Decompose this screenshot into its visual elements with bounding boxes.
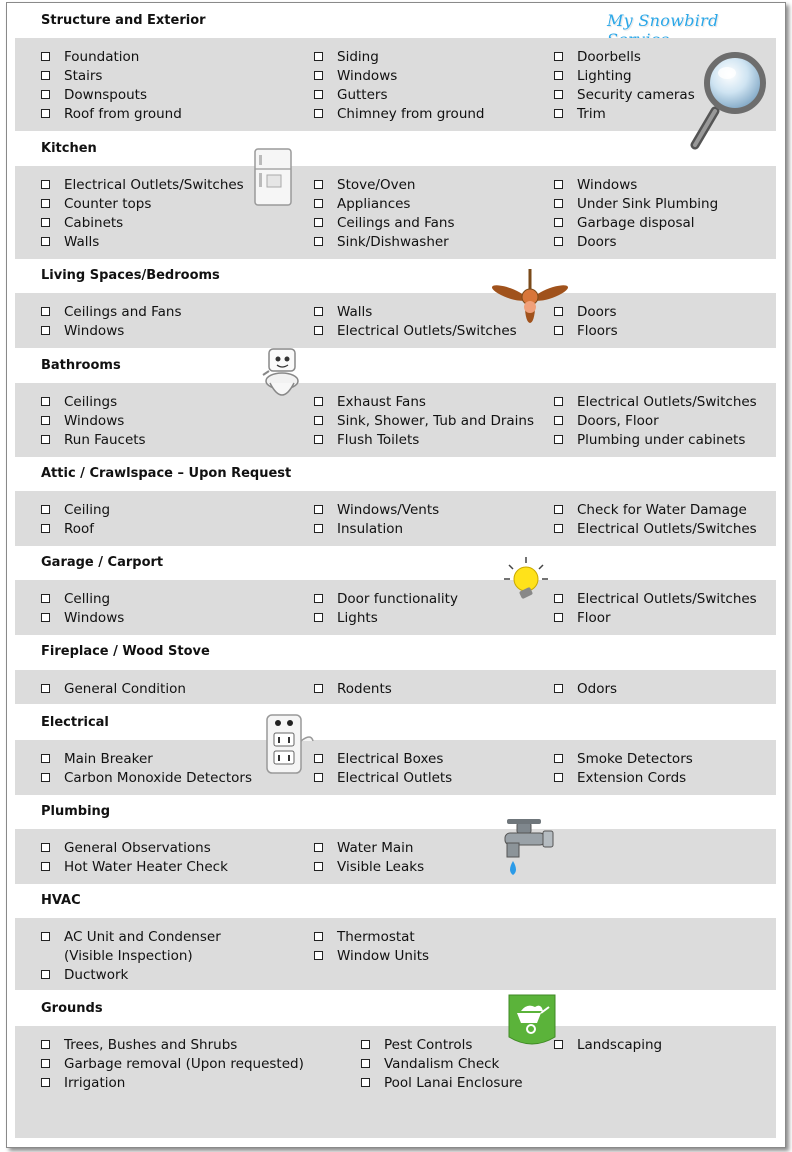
- checkbox[interactable]: [41, 613, 50, 622]
- checklist-item-label: Electrical Outlets/Switches: [337, 323, 517, 339]
- checkbox[interactable]: [41, 416, 50, 425]
- checklist-item-label: Pest Controls: [384, 1037, 473, 1053]
- checkbox[interactable]: [41, 180, 50, 189]
- checkbox[interactable]: [361, 1059, 370, 1068]
- checklist-item-label: Insulation: [337, 521, 404, 537]
- checklist-item-label: Door functionality: [337, 591, 458, 607]
- checkbox[interactable]: [554, 416, 563, 425]
- checklist-item-label: Trim: [577, 106, 606, 122]
- checkbox[interactable]: [41, 218, 50, 227]
- checklist-item-label: Garbage disposal: [577, 215, 695, 231]
- checkbox[interactable]: [41, 307, 50, 316]
- checkbox[interactable]: [314, 684, 323, 693]
- checklist-item-label: Doors, Floor: [577, 413, 659, 429]
- checkbox[interactable]: [41, 970, 50, 979]
- checkbox[interactable]: [554, 435, 563, 444]
- checkbox[interactable]: [554, 684, 563, 693]
- checklist-item-label: General Observations: [64, 840, 211, 856]
- checklist-item-label: Vandalism Check: [384, 1056, 500, 1072]
- checklist-item-label: Floor: [577, 610, 611, 626]
- checklist-item-label: Windows: [337, 68, 398, 84]
- checklist-item-label: Celling: [64, 591, 111, 607]
- checkbox[interactable]: [314, 237, 323, 246]
- section-title: Plumbing: [41, 804, 111, 819]
- checkbox[interactable]: [554, 90, 563, 99]
- checklist-item-label: Flush Toilets: [337, 432, 420, 448]
- toilet-icon: [259, 347, 305, 407]
- checkbox[interactable]: [41, 524, 50, 533]
- refrigerator-icon: [249, 147, 297, 207]
- checklist-item-label: Walls: [64, 234, 100, 250]
- checklist-item-label: Electrical Outlets/Switches: [577, 591, 757, 607]
- checkbox[interactable]: [314, 613, 323, 622]
- ceiling-fan-icon: [491, 267, 569, 337]
- checkbox[interactable]: [41, 435, 50, 444]
- checklist-item-label: Windows: [64, 610, 125, 626]
- checkbox[interactable]: [314, 71, 323, 80]
- checklist-item-label: Doors: [577, 234, 617, 250]
- checklist-item-label: Rodents: [337, 681, 392, 697]
- lightbulb-icon: [501, 555, 551, 605]
- checkbox[interactable]: [41, 109, 50, 118]
- checklist-item-label: Appliances: [337, 196, 411, 212]
- checklist-item-label: Downspouts: [64, 87, 147, 103]
- checkbox[interactable]: [314, 524, 323, 533]
- checkbox[interactable]: [41, 237, 50, 246]
- checklist-item-label: General Condition: [64, 681, 186, 697]
- checklist-item-label: Cabinets: [64, 215, 124, 231]
- checklist-item-label: Check for Water Damage: [577, 502, 747, 518]
- checkbox[interactable]: [314, 932, 323, 941]
- checklist-item-label: Foundation: [64, 49, 140, 65]
- checkbox[interactable]: [314, 397, 323, 406]
- checklist-item-label: Under Sink Plumbing: [577, 196, 719, 212]
- section-title: Garage / Carport: [41, 555, 164, 570]
- checkbox[interactable]: [41, 199, 50, 208]
- checkbox[interactable]: [41, 71, 50, 80]
- checkbox[interactable]: [554, 237, 563, 246]
- checkbox[interactable]: [314, 307, 323, 316]
- checkbox[interactable]: [41, 397, 50, 406]
- checklist-item-label: Windows: [577, 177, 638, 193]
- checklist-item-label: Electrical Outlets/Switches: [64, 177, 244, 193]
- checklist-item-label: Electrical Outlets/Switches: [577, 394, 757, 410]
- checklist-item-label: Doorbells: [577, 49, 641, 65]
- checklist-item-label: Exhaust Fans: [337, 394, 426, 410]
- checklist-item-label: Gutters: [337, 87, 388, 103]
- checkbox[interactable]: [554, 218, 563, 227]
- checklist-item-label: Hot Water Heater Check: [64, 859, 228, 875]
- checklist-item-label: Visible Leaks: [337, 859, 425, 875]
- checkbox[interactable]: [554, 180, 563, 189]
- checkbox[interactable]: [41, 773, 50, 782]
- checklist-item-label: Siding: [337, 49, 379, 65]
- checkbox[interactable]: [554, 505, 563, 514]
- magnifier-icon: [685, 49, 769, 157]
- checklist-item-label: Main Breaker: [64, 751, 153, 767]
- checkbox[interactable]: [314, 594, 323, 603]
- section-title: Kitchen: [41, 141, 97, 156]
- checkbox[interactable]: [314, 326, 323, 335]
- section-title: Living Spaces/Bedrooms: [41, 268, 220, 283]
- faucet-icon: [499, 817, 559, 879]
- checklist-item-label: Extension Cords: [577, 770, 687, 786]
- checkbox[interactable]: [41, 90, 50, 99]
- checkbox[interactable]: [554, 71, 563, 80]
- outlet-icon: [259, 711, 317, 777]
- checklist-item-label: Stairs: [64, 68, 103, 84]
- checklist-item-label: Walls: [337, 304, 373, 320]
- checklist-item-label: Ceilings and Fans: [337, 215, 455, 231]
- checkbox[interactable]: [41, 754, 50, 763]
- checkbox[interactable]: [41, 505, 50, 514]
- checkbox[interactable]: [314, 218, 323, 227]
- section-title: HVAC: [41, 893, 81, 908]
- checklist-item-label: Ceilings: [64, 394, 118, 410]
- checklist-item-label: Sink/Dishwasher: [337, 234, 449, 250]
- checklist-item-label: Sink, Shower, Tub and Drains: [337, 413, 535, 429]
- checkbox[interactable]: [41, 1059, 50, 1068]
- checklist-item-label: Water Main: [337, 840, 414, 856]
- checkbox[interactable]: [314, 843, 323, 852]
- checklist-item-label: Pool Lanai Enclosure: [384, 1075, 523, 1091]
- checkbox[interactable]: [41, 52, 50, 61]
- checkbox[interactable]: [41, 843, 50, 852]
- checkbox[interactable]: [554, 109, 563, 118]
- checklist-item-label: Roof from ground: [64, 106, 182, 122]
- checkbox[interactable]: [554, 52, 563, 61]
- checkbox[interactable]: [314, 180, 323, 189]
- checkbox[interactable]: [41, 684, 50, 693]
- checkbox[interactable]: [554, 524, 563, 533]
- checklist-item-label: Chimney from ground: [337, 106, 485, 122]
- section-title: Electrical: [41, 715, 109, 730]
- checkbox[interactable]: [314, 52, 323, 61]
- checkbox[interactable]: [554, 754, 563, 763]
- checkbox[interactable]: [41, 1040, 50, 1049]
- checklist-item-label: Windows: [64, 413, 125, 429]
- checkbox[interactable]: [314, 199, 323, 208]
- checkbox[interactable]: [314, 505, 323, 514]
- checklist-item-label: Trees, Bushes and Shrubs: [64, 1037, 238, 1053]
- section-title: Attic / Crawlspace – Upon Request: [41, 466, 292, 481]
- checkbox[interactable]: [41, 862, 50, 871]
- checklist-item-label: Electrical Boxes: [337, 751, 444, 767]
- checklist-item-label: Carbon Monoxide Detectors: [64, 770, 252, 786]
- checkbox[interactable]: [41, 1078, 50, 1087]
- checklist-item-label: Roof: [64, 521, 95, 537]
- checklist-item-label: Security cameras: [577, 87, 695, 103]
- checklist-item-label: Garbage removal (Upon requested): [64, 1056, 304, 1072]
- checklist-item-label: Lighting: [577, 68, 632, 84]
- checklist-item-label: Electrical Outlets: [337, 770, 453, 786]
- checkbox[interactable]: [554, 397, 563, 406]
- checkbox[interactable]: [314, 435, 323, 444]
- checklist-item-label: Windows/Vents: [337, 502, 440, 518]
- checkbox[interactable]: [41, 594, 50, 603]
- checklist-item-label: Plumbing under cabinets: [577, 432, 746, 448]
- checklist-item-label: Ceiling: [64, 502, 111, 518]
- checklist-item-label: Electrical Outlets/Switches: [577, 521, 757, 537]
- brand-logo: My Snowbird: [607, 11, 719, 30]
- checklist-item-label: Stove/Oven: [337, 177, 416, 193]
- checklist-item-label: Doors: [577, 304, 617, 320]
- checkbox[interactable]: [361, 1040, 370, 1049]
- checklist-item-label: Floors: [577, 323, 618, 339]
- checklist-item-label: Smoke Detectors: [577, 751, 693, 767]
- checkbox[interactable]: [554, 773, 563, 782]
- checkbox[interactable]: [41, 932, 50, 941]
- section-title: Structure and Exterior: [41, 13, 206, 28]
- section-title: Bathrooms: [41, 358, 121, 373]
- checklist-item-label: Counter tops: [64, 196, 152, 212]
- checklist-item-label: Ductwork: [64, 967, 129, 983]
- checkbox[interactable]: [314, 951, 323, 960]
- checklist-item-label: Thermostat: [337, 929, 415, 945]
- checkbox[interactable]: [554, 613, 563, 622]
- checklist-item-label: Windows: [64, 323, 125, 339]
- section-title: Fireplace / Wood Stove: [41, 644, 210, 659]
- checkbox[interactable]: [361, 1078, 370, 1087]
- checkbox[interactable]: [314, 109, 323, 118]
- checklist-item-label: Run Faucets: [64, 432, 146, 448]
- checklist-item-label: Ceilings and Fans: [64, 304, 182, 320]
- checklist-item-label: Irrigation: [64, 1075, 126, 1091]
- checklist-item[interactable]: [41, 928, 271, 966]
- checklist-item-label: Window Units: [337, 948, 430, 964]
- checkbox[interactable]: [314, 862, 323, 871]
- checkbox[interactable]: [314, 90, 323, 99]
- checklist-page: [6, 2, 786, 1148]
- checkbox[interactable]: [554, 199, 563, 208]
- checklist-item-label: AC Unit and Condenser (Visible Inspection): [64, 929, 221, 964]
- wheelbarrow-icon: [507, 993, 557, 1051]
- checklist-item-label: Landscaping: [577, 1037, 663, 1053]
- checkbox[interactable]: [41, 326, 50, 335]
- checkbox[interactable]: [554, 594, 563, 603]
- section-title: Grounds: [41, 1001, 103, 1016]
- checklist-item-label: Lights: [337, 610, 378, 626]
- checklist-item-label: Odors: [577, 681, 618, 697]
- checkbox[interactable]: [314, 416, 323, 425]
